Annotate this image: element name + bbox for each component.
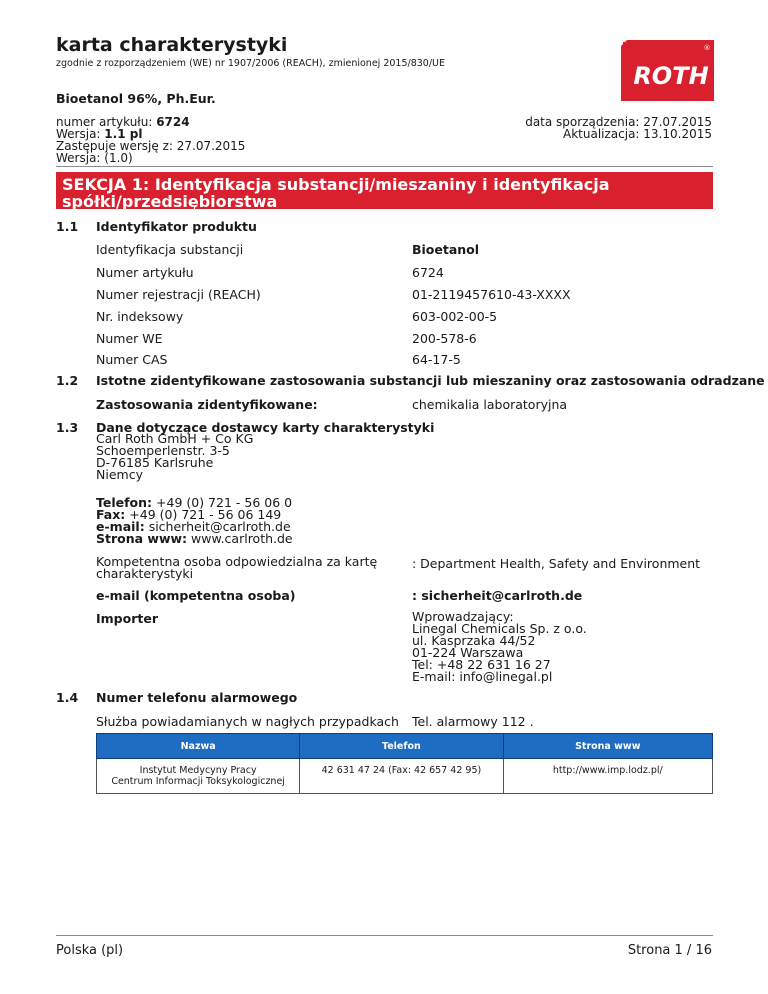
importer-line: 01-224 Warszawa [412,645,524,660]
header-divider [56,166,713,167]
supplier-contacts [96,497,293,545]
ec-number-value: 200-578-6 [412,331,477,346]
reach-number-label: Numer rejestracji (REACH) [96,287,261,302]
institution-name: Instytut Medycyny Pracy [139,765,257,776]
fax-value: +49 (0) 721 - 56 06 149 [129,507,282,522]
email-person-value: : sicherheit@carlroth.de [412,588,583,603]
index-number-value: 603-002-00-5 [412,309,498,324]
meta-left [56,116,245,164]
cas-number-value: 64-17-5 [412,352,461,367]
table-header-row [97,734,713,759]
supplier-city: D-76185 Karlsruhe [96,455,214,470]
replaces-version: Wersja: (1.0) [56,151,133,165]
index-number-label: Nr. indeksowy [96,309,184,324]
footer-divider [56,935,713,936]
document-subtitle: zgodnie z rozporządzeniem (WE) nr 1907/2006 (REACH), zmienionej 2015/830/UE [56,58,445,69]
section-1-3-heading: Dane dotyczące dostawcy karty charakterystyki [96,420,435,435]
replaces-text: Zastępuje wersję z: 27.07.2015 [56,139,246,153]
email-person-label: e-mail (kompetentna osoba) [96,588,296,603]
logo-text: ROTH [633,62,709,90]
section-1-3-number: 1.3 [56,420,79,435]
cell-website[interactable]: http://www.imp.lodz.pl/ [503,759,712,794]
column-header-phone: Telefon [300,734,503,759]
importer-line: ul. Kasprzaka 44/52 [412,633,536,648]
importer-label: Importer [96,611,158,626]
phone-value: +49 (0) 721 - 56 06 0 [156,495,293,510]
section-1-2-heading: Istotne zidentyfikowane zastosowania substancji lub mieszaniny oraz zastosowania odradzane [96,373,765,388]
section-1-1-heading: Identyfikator produktu [96,219,257,234]
identified-uses-value: chemikalia laboratoryjna [412,397,568,412]
institution-dept: Centrum Informacji Toksykologicznej [111,776,285,787]
emergency-service-label: Służba powiadamianych w nagłych przypadkach [96,714,399,729]
article-number-value: 6724 [412,265,444,280]
section-1-4-heading: Numer telefonu alarmowego [96,690,298,705]
importer-line: Tel: +48 22 631 16 27 [412,657,551,672]
cell-institution [97,759,300,794]
section-1-title: SEKCJA 1: Identyfikacja substancji/mieszaniny i identyfikacja spółki/przedsiębiorstwa [56,172,713,209]
meta-right [525,116,712,140]
supplier-country: Niemcy [96,467,143,482]
substance-id-value: Bioetanol [412,242,480,257]
table-row [97,759,713,794]
email-label: e-mail: [96,519,145,534]
column-header-website: Strona www [503,734,712,759]
cas-number-label: Numer CAS [96,352,168,367]
emergency-contacts-table [96,733,713,794]
column-header-name: Nazwa [97,734,300,759]
version-value: 1.1 pl [104,127,143,141]
logo-registered-mark: ® [703,44,711,52]
reach-number-value: 01-2119457610-43-XXXX [412,287,571,302]
emergency-service-value: Tel. alarmowy 112 . [412,714,534,729]
footer-page-number: Strona 1 / 16 [627,943,712,958]
phone-label: Telefon: [96,495,153,510]
importer-line: E-mail: info@linegal.pl [412,669,553,684]
version-label: Wersja: [56,127,101,141]
competent-person-value: : Department Health, Safety and Environment [412,556,701,571]
ec-number-label: Numer WE [96,331,163,346]
article-value: 6724 [156,115,190,129]
section-1-4-number: 1.4 [56,690,79,705]
supplier-address [96,433,253,481]
identified-uses-label: Zastosowania zidentyfikowane: [96,397,318,412]
created-date: data sporządzenia: 27.07.2015 [525,115,712,129]
fax-label: Fax: [96,507,126,522]
importer-line: Linegal Chemicals Sp. z o.o. [412,621,587,636]
supplier-name: Carl Roth GmbH + Co KG [96,431,254,446]
substance-id-label: Identyfikacja substancji [96,242,244,257]
footer-language: Polska (pl) [56,943,124,958]
section-1-1-number: 1.1 [56,219,79,234]
competent-person-label: Kompetentna osoba odpowiedzialna za kartę charakterystyki [96,554,378,581]
article-label: numer artykułu: [56,115,153,129]
section-1-2-number: 1.2 [56,373,79,388]
product-name: Bioetanol 96%, Ph.Eur. [56,91,216,106]
www-value: www.carlroth.de [191,531,293,546]
document-title: karta charakterystyki [56,34,288,56]
roth-logo [621,40,714,101]
email-value: sicherheit@carlroth.de [148,519,291,534]
updated-date: Aktualizacja: 13.10.2015 [563,127,712,141]
importer-details [412,611,587,683]
supplier-street: Schoemperlenstr. 3-5 [96,443,230,458]
article-number-label: Numer artykułu [96,265,194,280]
www-label: Strona www: [96,531,188,546]
cell-phone: 42 631 47 24 (Fax: 42 657 42 95) [300,759,503,794]
importer-line: Wprowadzający: [412,609,514,624]
